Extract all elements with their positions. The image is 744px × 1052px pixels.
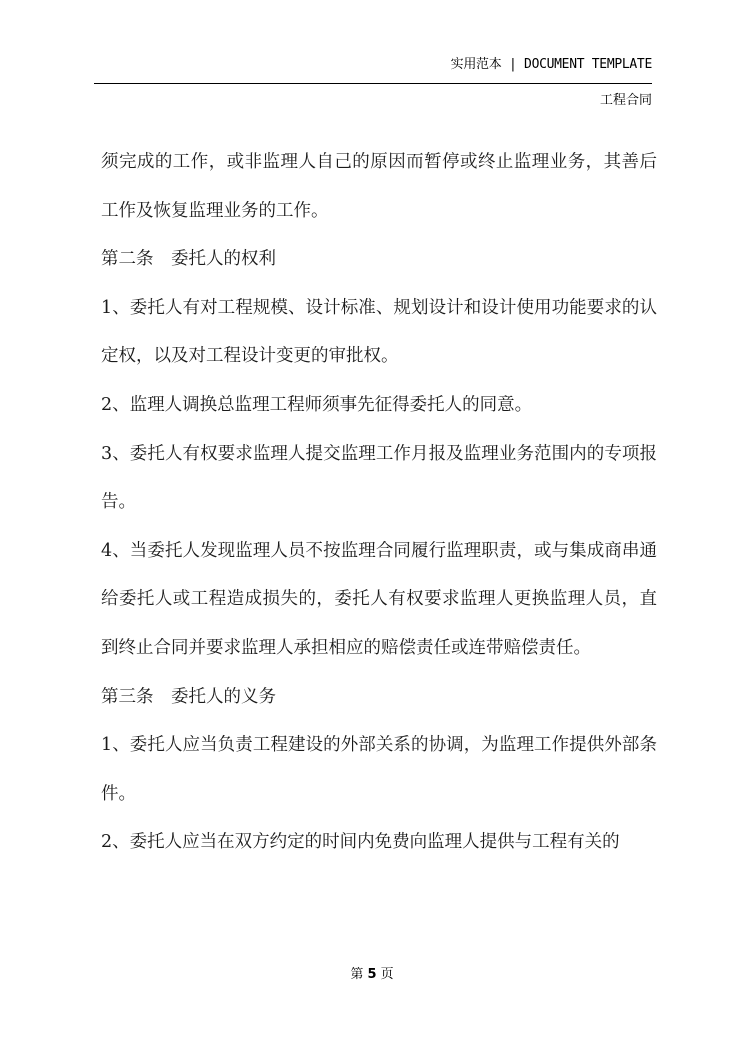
header-title: 实用范本 | DOCUMENT TEMPLATE bbox=[450, 57, 652, 72]
header-subtitle: 工程合同 bbox=[599, 93, 652, 108]
paragraph-clause: 2、监理人调换总监理工程师须事先征得委托人的同意。 bbox=[101, 394, 533, 415]
header-divider bbox=[94, 83, 652, 84]
page-number: 5 bbox=[367, 967, 377, 982]
section-heading-article-2: 第二条 委托人的权利 bbox=[101, 249, 276, 270]
paragraph-continuation: 须完成的工作，或非监理人自己的原因而暂停或终止监理业务，其善后工作及恢复监理业务的工作。 bbox=[101, 152, 657, 221]
footer-suffix: 页 bbox=[380, 967, 394, 982]
document-body bbox=[101, 138, 657, 867]
paragraph-clause: 3、委托人有权要求监理人提交监理工作月报及监理业务范围内的专项报告。 bbox=[101, 443, 657, 513]
paragraph-clause: 1、委托人应当负责工程建设的外部关系的协调，为监理工作提供外部条件。 bbox=[101, 735, 657, 804]
footer-prefix: 第 bbox=[350, 967, 364, 982]
section-heading-article-3: 第三条 委托人的义务 bbox=[101, 686, 276, 707]
paragraph-clause: 1、委托人有对工程规模、设计标准、规划设计和设计使用功能要求的认定权，以及对工程设计变更的审批权。 bbox=[101, 297, 657, 367]
paragraph-clause: 4、当委托人发现监理人员不按监理合同履行监理职责，或与集成商串通给委托人或工程造成损失的，委托人有权要求监理人更换监理人员，直到终止合同并要求监理人承担相应的赔偿责任或连带赔偿责任。 bbox=[101, 540, 657, 658]
paragraph-clause: 2、委托人应当在双方约定的时间内免费向监理人提供与工程有关的 bbox=[101, 832, 620, 853]
page-footer bbox=[0, 963, 744, 982]
